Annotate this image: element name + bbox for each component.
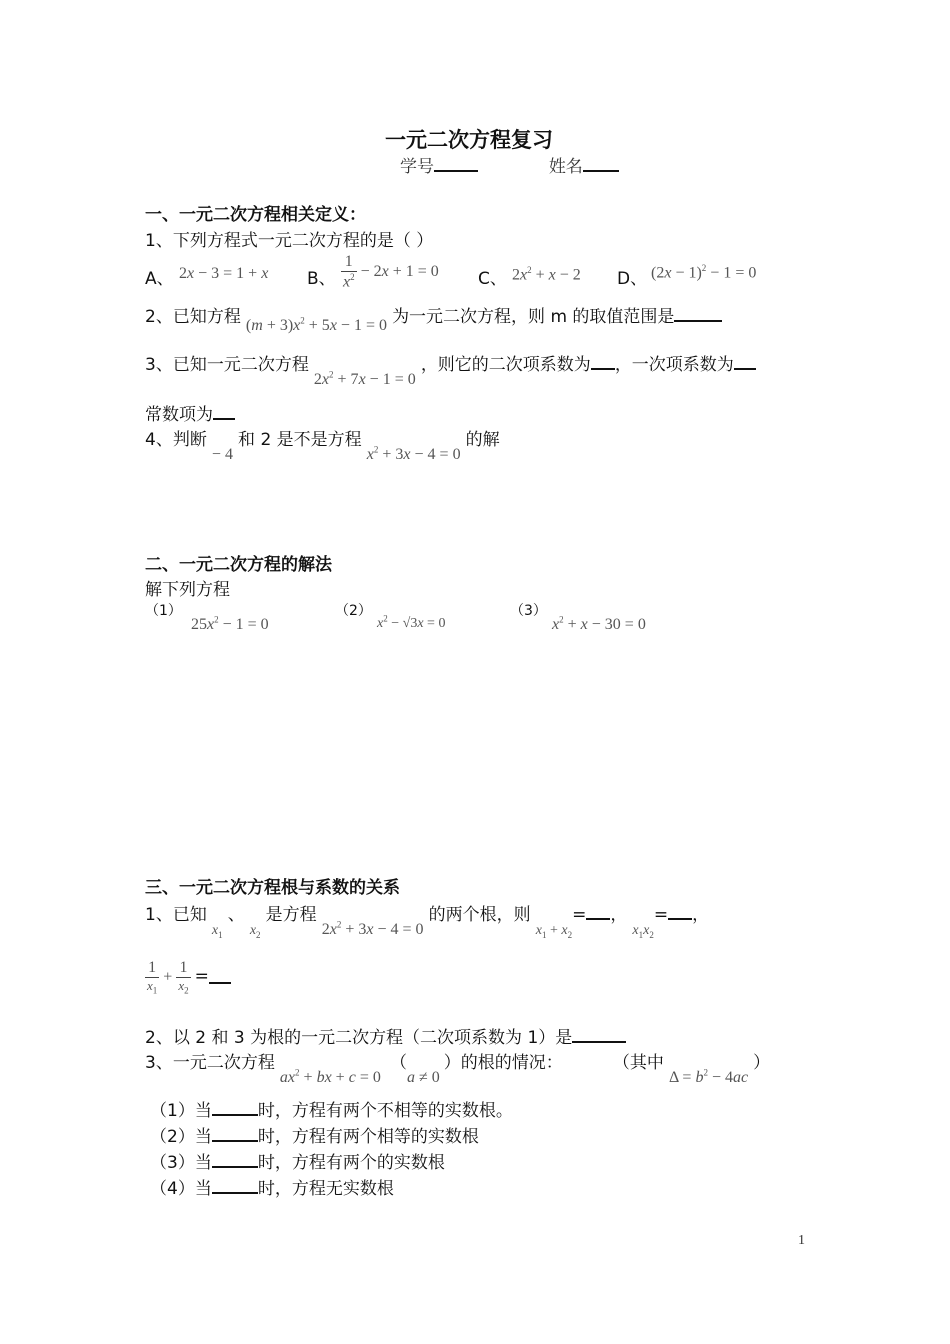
answer-blank[interactable] [212,1178,258,1194]
equation-math: $x^2 - √3x = 0$ [377,613,446,631]
product-of-roots-math: $x_1x_2$ [632,923,654,940]
question-3-1-math: $2x^2 + 3x - 4 = 0$ [321,919,424,938]
equation-item-2 [335,600,446,631]
answer-blank[interactable] [591,354,615,370]
reciprocal-sum-line [145,958,231,997]
question-1-3 [145,350,756,388]
answer-blank[interactable] [212,1126,258,1142]
question-3-1-suffix: 的两个根，则 [428,905,531,925]
section-3-heading: 三、一元二次方程根与系数的关系 [145,878,400,898]
question-3-1 [145,900,710,940]
section-1-heading: 一、一元二次方程相关定义： [145,205,366,225]
option-c-label: C、 [478,269,507,289]
equals: = [653,905,669,925]
option-b-label: B、 [307,269,336,289]
condition-math: a ≠ 0 [406,1069,440,1086]
paren-open: （ [389,1053,407,1073]
answer-blank[interactable] [572,1027,626,1043]
case-prefix: （4）当 [150,1179,212,1199]
equation-math: $25x^2 - 1 = 0$ [191,614,269,633]
comma: ， [692,905,710,925]
question-1-4 [145,425,500,463]
answer-blank[interactable] [668,904,692,920]
question-1-2-math: $(m + 3)x^2 + 5x - 1 = 0$ [245,315,387,334]
question-1-3-math: $2x^2 + 7x - 1 = 0$ [313,369,416,388]
option-d-label: D、 [617,269,648,289]
question-1-4-suffix: 的解 [465,430,500,450]
root-case-3 [150,1150,513,1176]
reciprocal-sum-math: $\frac{1}{x_1}$ + $\frac{1}{x_2}$ [147,959,189,996]
case-suffix: 时，方程有两个相等的实数根 [257,1127,479,1147]
question-1-4-text: 和 2 是不是方程 [238,430,362,450]
answer-blank[interactable] [212,1152,258,1168]
question-3-3-math: $ax^2$ + bx + c = 0 [279,1067,381,1086]
question-1-3-prefix: 3、已知一元二次方程 [145,355,309,375]
section-2-instruction: 解下列方程 [145,580,230,600]
note-open: （其中 [612,1053,664,1073]
root-x2: $x_2$ [249,923,261,940]
root-x1: $x_1$ [211,923,223,940]
question-1-4-math-b: $x^2 + 3x - 4 = 0$ [366,444,461,463]
case-suffix: 时，方程有两个不相等的实数根。 [257,1101,513,1121]
answer-blank[interactable] [212,1100,258,1116]
root-case-1 [150,1098,513,1124]
note-close: ） [753,1053,771,1073]
equation-item-3 [510,600,646,633]
root-case-2 [150,1124,513,1150]
student-info-line [400,152,619,177]
root-cases-list [150,1098,513,1202]
case-suffix: 时，方程有两个的实数根 [257,1153,445,1173]
student-name-label: 姓名 [548,157,583,177]
option-c-math: $2x^2 + x - 2$ [512,265,581,284]
root-case-4 [150,1176,513,1202]
question-1-3-text-c: 常数项为 [145,405,213,425]
option-a-label: A、 [145,269,174,289]
question-1-2-suffix: 为一元二次方程，则 m 的取值范围是 [392,307,675,327]
student-id-blank[interactable] [434,156,478,172]
answer-blank[interactable] [209,968,231,984]
comma: ， [610,905,628,925]
section-2-heading: 二、一元二次方程的解法 [145,555,332,575]
answer-blank[interactable] [586,904,610,920]
sum-of-roots-math: $x_1 + x_2$ [535,923,573,940]
equation-label: （3） [510,603,547,619]
question-3-1-text: 是方程 [265,905,317,925]
question-3-1-prefix: 1、已知 [145,905,207,925]
question-1-2-prefix: 2、已知方程 [145,307,241,327]
equation-item-1 [145,600,269,633]
equation-label: （1） [145,603,182,619]
answer-blank[interactable] [674,306,722,322]
case-prefix: （3）当 [150,1153,212,1173]
discriminant-math: $\Delta = b^2 - 4ac$ [669,1067,749,1086]
answer-blank[interactable] [213,404,235,420]
separator: 、 [227,905,245,925]
page-number: 1 [798,1233,805,1248]
question-1-3-line-2 [145,400,235,425]
answer-blank[interactable] [734,354,756,370]
equals: = [194,966,209,987]
question-3-3 [145,1048,771,1086]
question-1-3-text-b: ，一次项系数为 [614,355,734,375]
equation-label: （2） [335,603,372,619]
question-3-3-text: ）的根的情况： [443,1053,563,1073]
option-d-math: $(2x - 1)^2 - 1 = 0$ [651,263,757,282]
student-name-blank[interactable] [583,156,619,172]
case-prefix: （2）当 [150,1127,212,1147]
question-3-2 [145,1023,626,1048]
case-suffix: 时，方程无实数根 [257,1179,394,1199]
question-1-2 [145,302,722,334]
question-3-3-prefix: 3、一元二次方程 [145,1053,275,1073]
question-1-4-prefix: 4、判断 [145,430,207,450]
question-1-4-math-a: − 4 [211,446,233,463]
question-3-2-text: 2、以 2 和 3 为根的一元二次方程（二次项系数为 1）是 [145,1028,573,1048]
student-id-label: 学号 [400,157,434,177]
option-a-math: 2x − 3 = 1 + x [179,265,269,282]
equals: = [572,905,587,925]
equation-math: $x^2 + x - 30 = 0$ [552,614,646,633]
question-1-3-text-a: ，则它的二次项系数为 [420,355,591,375]
question-1-1: 1、下列方程式一元二次方程的是（ ） [145,231,434,251]
case-prefix: （1）当 [150,1101,212,1121]
page-title: 一元二次方程复习 [385,128,553,152]
option-b-math: $\frac{1}{x^2}$ − 2x + 1 = 0 [343,253,439,291]
